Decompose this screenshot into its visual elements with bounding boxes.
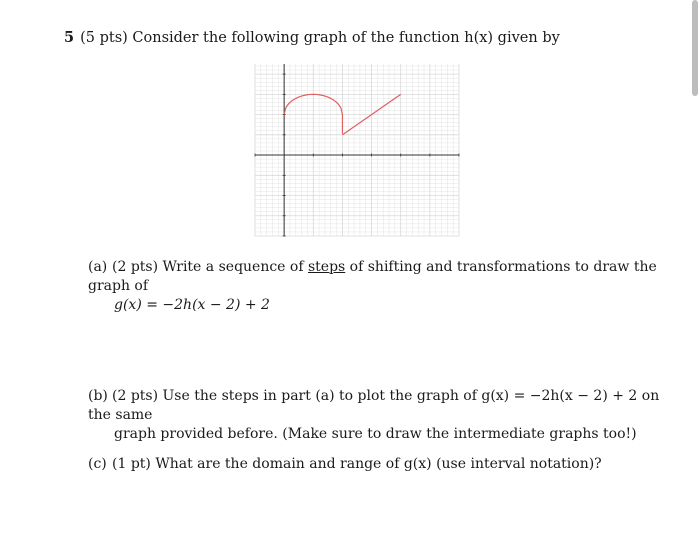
part-c-line1: (1 pt) What are the domain and range of g(x) (use interval notation)? — [112, 456, 602, 472]
part-a-text-after: of shifting and transformations to draw the graph of — [88, 259, 657, 294]
part-a-underlined-word: steps — [307, 259, 346, 275]
part-a-label: (a) — [88, 259, 108, 275]
graph-grid — [255, 64, 459, 236]
part-b-line2: graph provided before. (Make sure to draw the intermediate graphs too!) — [114, 426, 637, 442]
part-c-label: (c) — [88, 456, 107, 472]
scrollbar[interactable] — [692, 0, 698, 96]
function-graph — [251, 60, 463, 240]
part-b-label: (b) — [88, 388, 108, 404]
question-header — [64, 29, 560, 46]
part-a-text-before: (2 pts) Write a sequence of — [112, 259, 308, 275]
part-b — [88, 387, 678, 444]
question-intro: (5 pts) Consider the following graph of the function h(x) given by — [80, 30, 560, 46]
part-c — [88, 455, 678, 474]
question-number: 5 — [64, 29, 75, 46]
part-a-formula: g(x) = −2h(x − 2) + 2 — [114, 297, 270, 313]
graph-axes — [255, 64, 459, 236]
part-a — [88, 258, 678, 315]
part-b-line1: (2 pts) Use the steps in part (a) to plot the graph of g(x) = −2h(x − 2) + 2 on the same — [88, 388, 660, 423]
